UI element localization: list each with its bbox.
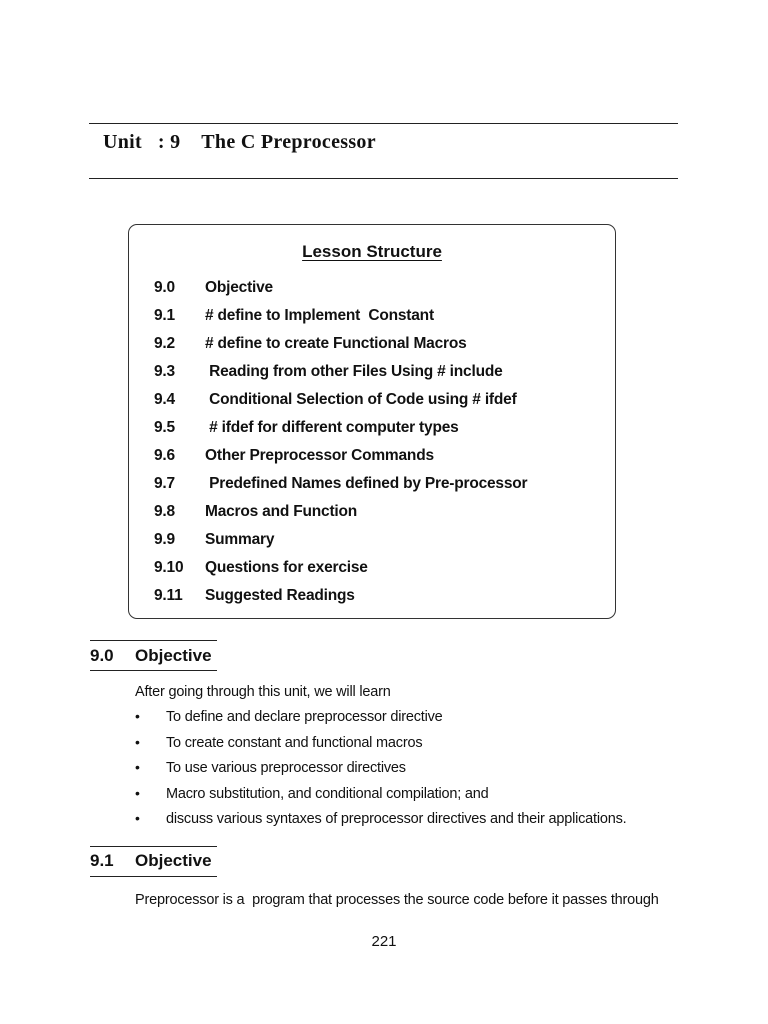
- lesson-item-title: Conditional Selection of Code using # ifdef: [205, 391, 517, 408]
- lesson-item: [154, 475, 527, 503]
- lesson-item-number: 9.3: [154, 363, 175, 380]
- lesson-item: [154, 363, 527, 391]
- lesson-item-number: 9.4: [154, 391, 175, 408]
- bullet-icon: •: [135, 759, 140, 775]
- lesson-item-title: Objective: [205, 279, 273, 296]
- lesson-item: [154, 391, 527, 419]
- lesson-item-number: 9.8: [154, 503, 175, 520]
- bullet-text: To create constant and functional macros: [166, 734, 423, 751]
- lesson-item-number: 9.11: [154, 587, 183, 604]
- section-title: Objective: [135, 851, 212, 870]
- bullet-item: [135, 759, 627, 785]
- lesson-item-number: 9.0: [154, 279, 175, 296]
- lesson-item-number: 9.1: [154, 307, 175, 324]
- lesson-item-number: 9.2: [154, 335, 175, 352]
- lesson-item: [154, 419, 527, 447]
- bullet-item: [135, 785, 627, 811]
- lesson-item-title: Summary: [205, 531, 275, 548]
- bullet-text: Macro substitution, and conditional compilation; and: [166, 785, 489, 802]
- section-9-0-heading: [90, 646, 212, 666]
- bullet-icon: •: [135, 733, 140, 750]
- bullet-text: To use various preprocessor directives: [166, 760, 406, 776]
- bullet-item: [135, 734, 627, 760]
- lesson-item-title: # define to create Functional Macros: [205, 335, 467, 352]
- lesson-item-number: 9.10: [154, 559, 184, 576]
- bullet-item: [135, 810, 627, 836]
- lesson-structure-list: [154, 279, 527, 615]
- lesson-item-title: Suggested Readings: [205, 587, 355, 604]
- lesson-item: [154, 335, 527, 363]
- section-9-1-heading: [90, 851, 212, 871]
- bullet-icon: •: [135, 708, 140, 724]
- lesson-item: [154, 503, 527, 531]
- unit-title: Unit : 9 The C Preprocessor: [103, 131, 376, 153]
- lesson-item-title: Macros and Function: [205, 503, 358, 520]
- lesson-item-number: 9.7: [154, 475, 175, 492]
- lesson-item: [154, 531, 527, 559]
- lesson-item: [154, 279, 527, 307]
- lesson-structure-heading: Lesson Structure: [302, 242, 442, 261]
- page-number: 221: [371, 933, 397, 950]
- section-9-1-bottom-rule: [90, 876, 217, 877]
- lesson-item-title: Other Preprocessor Commands: [205, 447, 434, 464]
- lesson-item-title: # ifdef for different computer types: [205, 419, 459, 436]
- bullet-text: To define and declare preprocessor directive: [166, 709, 443, 725]
- objective-intro: After going through this unit, we will learn: [135, 684, 391, 700]
- lesson-item-number: 9.9: [154, 531, 175, 548]
- lesson-item-title: Questions for exercise: [205, 559, 368, 576]
- lesson-item-title: Reading from other Files Using # include: [205, 363, 503, 380]
- header-top-rule: [89, 123, 678, 124]
- lesson-item-number: 9.6: [154, 447, 175, 464]
- lesson-item: [154, 587, 527, 615]
- section-9-1-top-rule: [90, 846, 217, 847]
- bullet-item: [135, 708, 627, 734]
- section-title: Objective: [135, 646, 212, 665]
- lesson-item-title: # define to Implement Constant: [205, 307, 434, 324]
- lesson-item: [154, 559, 527, 587]
- header-bottom-rule: [89, 178, 678, 179]
- section-number: 9.0: [90, 646, 114, 665]
- section-9-1-paragraph: Preprocessor is a program that processes the source code before it passes through: [135, 892, 659, 908]
- bullet-icon: •: [135, 810, 140, 826]
- lesson-item-title: Predefined Names defined by Pre-processor: [205, 475, 528, 492]
- section-9-0-bottom-rule: [90, 670, 217, 671]
- section-number: 9.1: [90, 851, 114, 870]
- section-9-0-top-rule: [90, 640, 217, 641]
- objective-bullet-list: [135, 708, 627, 836]
- bullet-text: discuss various syntaxes of preprocessor directives and their applications.: [166, 811, 627, 827]
- lesson-structure-box: [128, 224, 616, 619]
- bullet-icon: •: [135, 784, 140, 801]
- lesson-item: [154, 447, 527, 475]
- lesson-item: [154, 307, 527, 335]
- lesson-item-number: 9.5: [154, 419, 175, 436]
